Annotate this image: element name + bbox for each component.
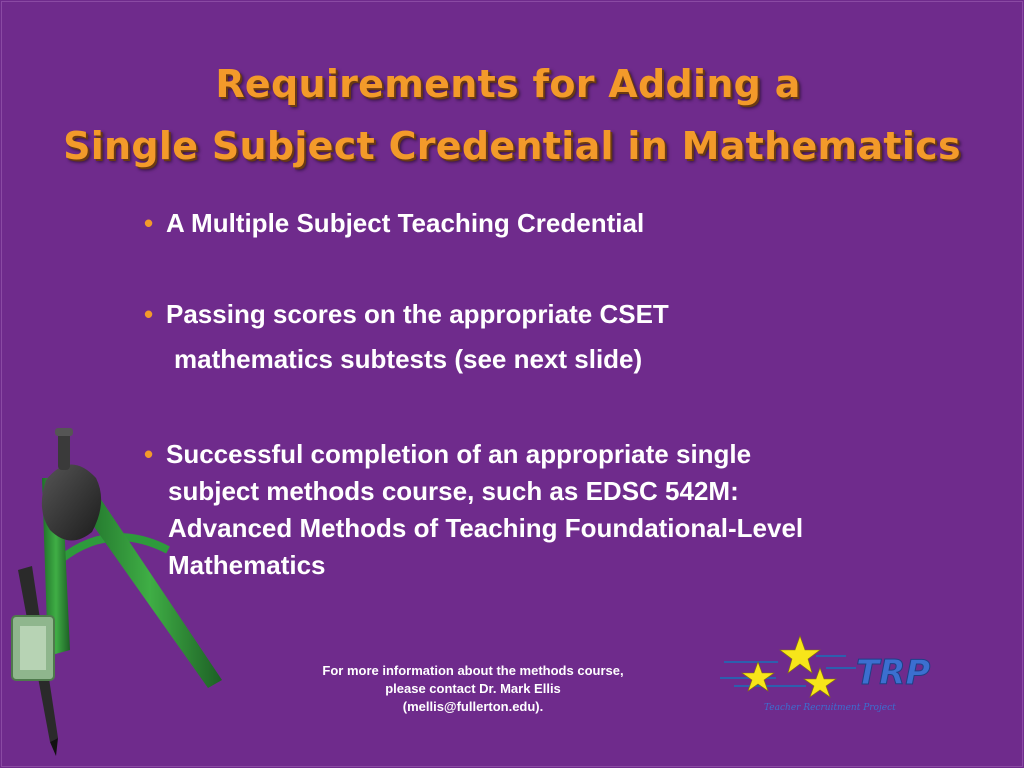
footer-contact-note — [270, 662, 676, 716]
drawing-compass-icon — [0, 420, 240, 768]
bullet-item-3 — [144, 436, 964, 584]
bullet-item-1 — [144, 205, 964, 242]
bullet-3-line-4: Mathematics — [168, 550, 326, 580]
bullet-marker: • — [144, 439, 154, 469]
logo-text: TRP — [856, 653, 931, 693]
bullet-2-line-1: Passing scores on the appropriate CSET — [166, 299, 669, 329]
bullet-3-line-3: Advanced Methods of Teaching Foundational-Level — [168, 513, 804, 543]
logo-subtitle: Teacher Recruitment Project — [764, 703, 896, 713]
footer-line-1: For more information about the methods course, — [322, 663, 624, 678]
bullet-2-line-2: mathematics subtests (see next slide) — [174, 344, 643, 374]
trp-star-logo — [716, 628, 946, 720]
bullet-1-line-1: A Multiple Subject Teaching Credential — [166, 208, 645, 238]
footer-line-3: (mellis@fullerton.edu). — [402, 699, 544, 714]
bullet-3-line-2: subject methods course, such as EDSC 542M: — [168, 476, 739, 506]
slide-title-line-1: Requirements for Adding a — [215, 62, 801, 106]
bullet-marker: • — [144, 208, 154, 238]
footer-line-2: please contact Dr. Mark Ellis — [385, 681, 561, 696]
slide-title-line-2: Single Subject Credential in Mathematics — [63, 124, 961, 168]
bullet-3-line-1: Successful completion of an appropriate single — [166, 439, 752, 469]
bullet-marker: • — [144, 299, 154, 329]
bullet-item-2 — [144, 296, 964, 378]
